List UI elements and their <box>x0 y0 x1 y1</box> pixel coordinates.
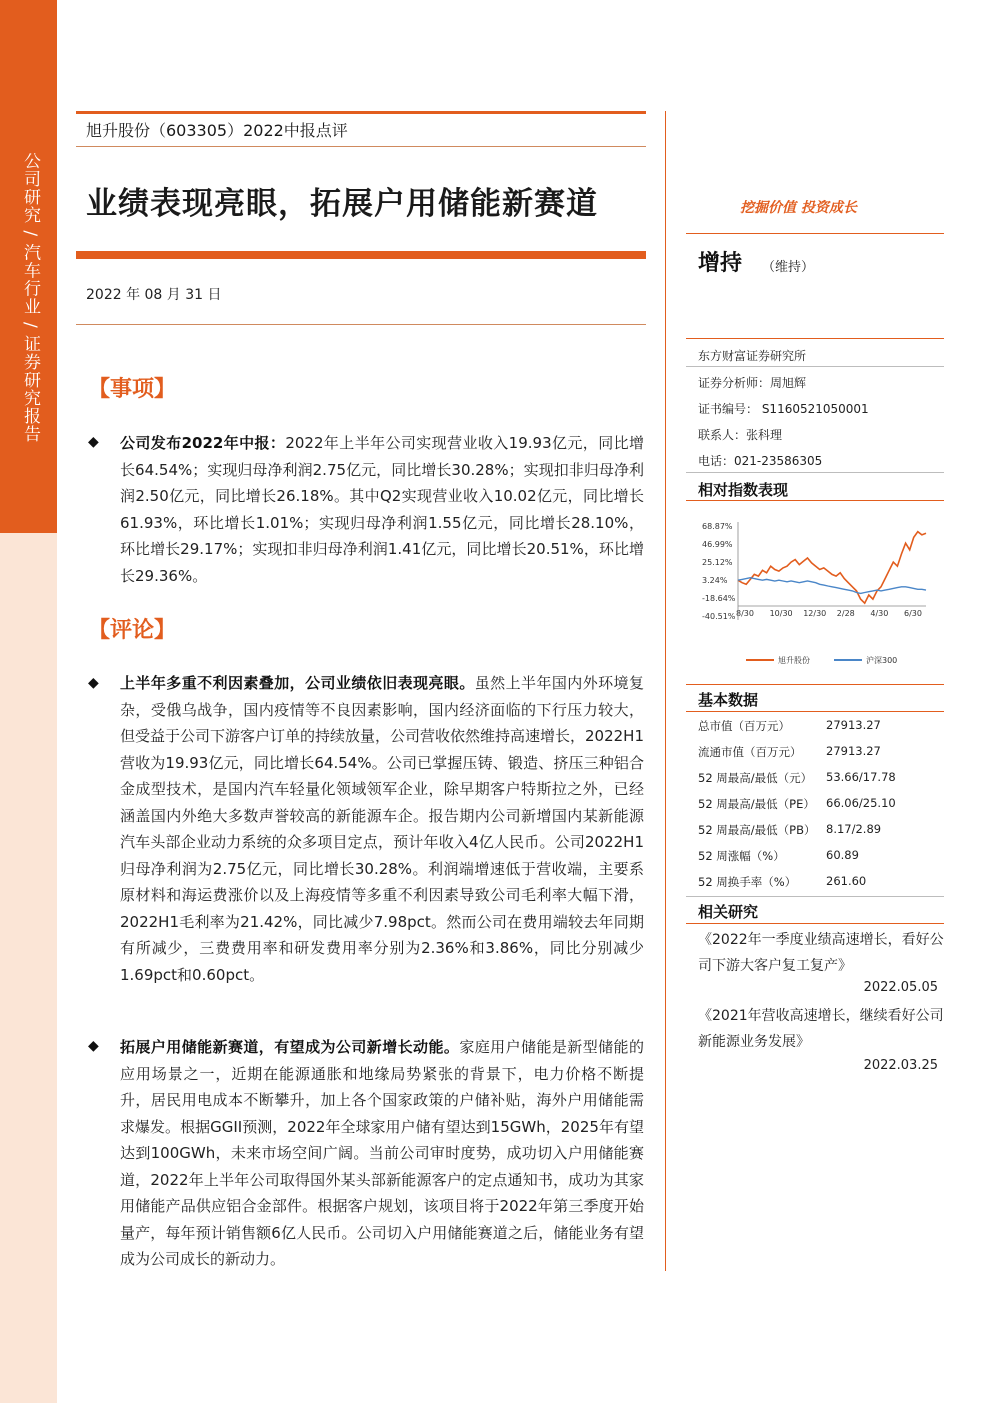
x-tick-label: 12/30 <box>803 609 827 619</box>
chart-axes <box>738 522 926 620</box>
item-paragraph-body: 2022年上半年公司实现营业收入19.93亿元，同比增长64.54%；实现归母净利润2.75亿元，同比增长30.28%；实现扣非归母净利润2.50亿元，同比增长26.18%。其中Q2实现营业收入10.02亿元，同比增长61.93%，环比增长1.01%；实现归母净利润1.55亿元，同比增长28.10%，环比增长29.17%；实现扣非归母净利润1.41亿元，同比增长20.51%，环比增长29.36%。 <box>120 434 644 585</box>
y-tick-label: -40.51% <box>702 612 736 621</box>
report-date: 2022 年 08 月 31 日 <box>86 287 222 303</box>
report-header-title: 旭升股份（603305）2022中报点评 <box>86 121 348 140</box>
phone: 电话：021-23586305 <box>698 454 823 468</box>
bullet-diamond-icon: ◆ <box>88 1038 99 1054</box>
basic-data-label: 52 周最高/最低（PE） <box>698 797 815 811</box>
rating: 增持 <box>698 251 743 276</box>
chart-legend <box>746 655 897 665</box>
y-tick-label: -18.64% <box>702 594 736 603</box>
item-paragraph <box>120 430 644 589</box>
page-title: 业绩表现亮眼，拓展户用储能新赛道 <box>86 186 598 222</box>
item-paragraph-lead: 公司发布2022年中报： <box>120 434 286 452</box>
rating-top-rule <box>686 233 944 234</box>
chart-lines <box>738 532 926 604</box>
basic-data-rule-2 <box>686 711 944 712</box>
basic-data-label: 52 周最高/最低（PB） <box>698 823 816 837</box>
slogan: 挖掘价值 投资成长 <box>740 200 857 216</box>
contact-person: 联系人：张科理 <box>698 428 783 442</box>
basic-data-value: 60.89 <box>826 848 859 862</box>
header-top-rule <box>76 111 646 114</box>
comment-paragraph-1 <box>120 670 644 988</box>
basic-data-label: 总市值（百万元） <box>698 719 790 733</box>
x-tick-label: 10/30 <box>769 609 793 619</box>
column-divider <box>665 111 666 1271</box>
x-tick-labels <box>736 609 922 618</box>
x-tick-label: 6/30 <box>904 609 922 619</box>
related-research-rule <box>686 923 944 924</box>
basic-data-label: 流通市值（百万元） <box>698 745 802 759</box>
y-tick-label: 68.87% <box>702 522 733 531</box>
institute-name: 东方财富证券研究所 <box>698 349 807 363</box>
y-tick-label: 3.24% <box>702 576 728 585</box>
related-research-title[interactable]: 《2022年一季度业绩高速增长，看好公司下游大客户复工复产》 <box>698 932 944 974</box>
basic-data-value: 27913.27 <box>826 744 881 758</box>
index-rule <box>686 500 944 501</box>
section-head-comment: 【评论】 <box>88 618 177 643</box>
comment1-body: 虽然上半年国内外环境复杂，受俄乌战争，国内疫情等不良因素影响，国内经济面临的下行压力较大，但受益于公司下游客户订单的持续放量，公司营收依然维持高速增长，2022H1营收为19.93亿元，同比增长64.54%。公司已掌握压铸、锻造、挤压三种铝合金成型技术，是国内汽车轻量化领域领军企业，除早期客户特斯拉之外，已经涵盖国内外绝大多数声誉较高的新能源车企。报告期内公司新增国内某新能源汽车头部企业动力系统的众多项目定点，预计年收入4亿人民币。公司2022H1归母净利润为2.75亿元，同比增长30.28%。利润端增速低于营收端，主要系原材料和海运费涨价以及上海疫情等多重不利因素导致公司毛利率大幅下滑，2022H1毛利率为21.42%，同比减少7.98pct。然而公司在费用端较去年同期有所减少，三费费用率和研发费用率分别为2.36%和3.86%，同比分别减少1.69pct和0.60pct。 <box>120 674 644 984</box>
sidebar-category-text: 公司研究 / 汽车行业 / 证券研究报告 <box>20 152 40 444</box>
basic-data-value: 8.17/2.89 <box>826 822 882 836</box>
basic-data-label: 52 周换手率（%） <box>698 875 797 889</box>
y-tick-labels <box>702 522 736 621</box>
analyst: 证券分析师：周旭辉 <box>698 376 807 390</box>
title-underline-bar <box>76 251 646 259</box>
rule <box>686 472 944 473</box>
series-line-index <box>738 578 926 594</box>
header-bottom-rule <box>76 146 646 147</box>
bullet-diamond-icon: ◆ <box>88 675 99 691</box>
series-line-stock <box>738 532 926 604</box>
basic-data-heading: 基本数据 <box>698 691 759 709</box>
x-tick-label: 8/30 <box>736 609 754 619</box>
comment-paragraph-2 <box>120 1034 644 1273</box>
comment2-body: 家庭用户储能是新型储能的应用场景之一，近期在能源通胀和地缘局势紧张的背景下，电力价格不断提升，居民用电成本不断攀升，加上各个国家政策的户储补贴，海外户用储能需求爆发。根据GGII预测，2022年全球家用户储有望达到15GWh，2025年有望达到100GWh，未来市场空间广阔。当前公司审时度势，成功切入户用储能赛道，2022年上半年公司取得国外某头部新能源客户的定点通知书，成功为其家用储能产品供应铝合金部件。根据客户规划，该项目将于2022年第三季度开始量产，每年预计销售额6亿人民币。公司切入户用储能赛道之后，储能业务有望成为公司成长的新动力。 <box>120 1038 644 1268</box>
y-tick-label: 46.99% <box>702 540 733 549</box>
y-tick-label: 25.12% <box>702 558 733 567</box>
index-performance-heading: 相对指数表现 <box>698 481 789 499</box>
certificate-number: 证书编号： S1160521050001 <box>698 402 869 416</box>
rule <box>686 366 944 367</box>
rating-note: （维持） <box>762 260 815 275</box>
x-tick-label: 2/28 <box>836 609 855 619</box>
section-head-item: 【事项】 <box>88 377 177 402</box>
basic-data-value: 53.66/17.78 <box>826 770 896 784</box>
basic-data-label: 52 周最高/最低（元） <box>698 771 813 785</box>
legend-label: 沪深300 <box>866 656 898 665</box>
related-research-date: 2022.05.05 <box>863 980 938 995</box>
basic-data-value: 261.60 <box>826 874 867 888</box>
bullet-diamond-icon: ◆ <box>88 434 99 450</box>
related-research-title[interactable]: 《2021年营收高速增长，继续看好公司新能源业务发展》 <box>698 1008 944 1050</box>
legend-label: 旭升股份 <box>778 656 810 665</box>
basic-data-rule <box>686 684 944 685</box>
institute-rule <box>686 338 944 339</box>
basic-data-label: 52 周涨幅（%） <box>698 849 785 863</box>
x-tick-label: 4/30 <box>870 609 889 619</box>
basic-data-value: 27913.27 <box>826 718 881 732</box>
rule <box>686 896 944 897</box>
basic-data-value: 66.06/25.10 <box>826 796 896 810</box>
date-rule <box>76 324 646 325</box>
related-research-date: 2022.03.25 <box>863 1058 938 1073</box>
relative-index-chart <box>686 512 944 672</box>
related-research-heading: 相关研究 <box>698 903 759 921</box>
comment2-lead: 拓展户用储能新赛道，有望成为公司新增长动能。 <box>120 1038 460 1056</box>
comment1-lead: 上半年多重不利因素叠加，公司业绩依旧表现亮眼。 <box>120 674 475 692</box>
